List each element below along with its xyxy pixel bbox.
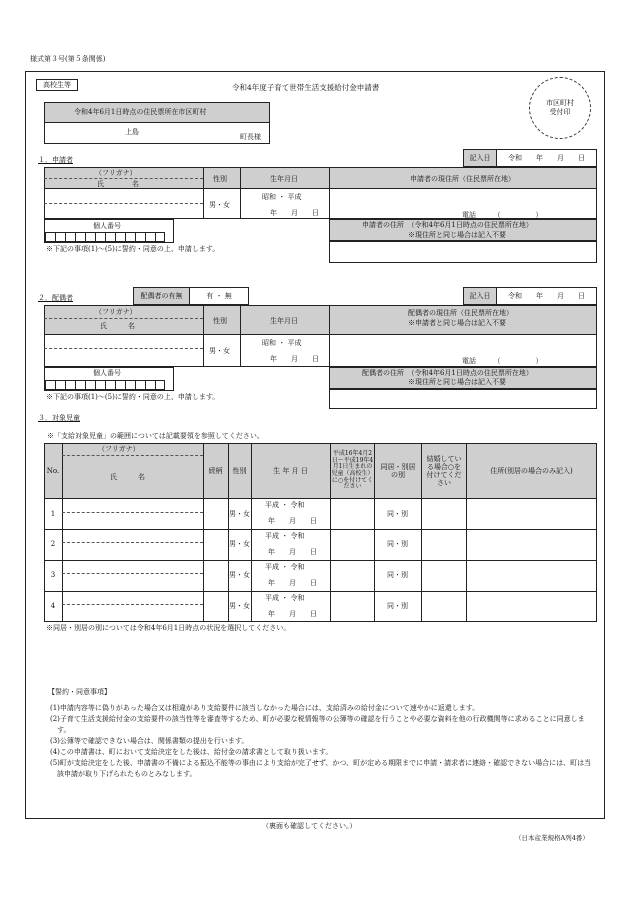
children-section-title: ３．対象児童 <box>38 414 80 422</box>
municipality-heading: 令和4年6月1日時点の住民票所在市区町村 <box>74 108 207 116</box>
terms-item: (4)この申請書は、町において支給決定をした後は、給付金の請求書として取り扱います。 <box>50 748 333 756</box>
spouse-entry-date-label: 記入日 <box>463 287 497 305</box>
child-row-no: 1 <box>50 509 56 518</box>
applicant-ymd[interactable]: 年 月 日 <box>270 209 319 217</box>
terms-heading: 【誓約・同意事項】 <box>48 688 111 696</box>
children-header-married: 結婚している場合○を付けてください <box>426 454 462 488</box>
applicant-id-digits[interactable] <box>45 232 165 242</box>
form-id: 様式第３号(第５条関係) <box>30 55 106 63</box>
applicant-address-header: 申請者の現住所（住民票所在地） <box>410 175 515 183</box>
child-row-sex[interactable]: 男・女 <box>229 540 250 549</box>
children-header-sex: 性別 <box>232 466 247 475</box>
spouse-address2-header-2: ※現住所と同じ場合は記入不要 <box>408 378 506 386</box>
form-title: 令和4年度子育て世帯生活支援給付金申請書 <box>232 83 380 92</box>
applicant-entry-date[interactable]: 令和 年 月 日 <box>496 149 597 167</box>
spouse-furigana: （フリガナ） <box>95 308 137 316</box>
spouse-ymd[interactable]: 年 月 日 <box>270 355 319 363</box>
applicant-dob-label: 生年月日 <box>270 175 298 183</box>
footer-note: （裏面も確認してください。） <box>262 822 357 830</box>
child-row-era[interactable]: 平成 ・ 令和 <box>265 532 305 540</box>
applicant-era[interactable]: 昭和 ・ 平成 <box>262 193 302 201</box>
stamp-line1: 市区町村 <box>546 98 574 107</box>
spouse-sex-options[interactable]: 男・女 <box>209 347 230 355</box>
child-row-cohabit[interactable]: 同・別 <box>387 540 408 549</box>
applicant-id-label: 個人番号 <box>93 222 121 230</box>
applicant-address2-header-1: 申請者の住所 （令和4年6月1日時点の住民票所在地） <box>362 221 533 229</box>
municipality-suffix: 町長様 <box>240 133 261 141</box>
spouse-phone[interactable]: 電話 （ ） <box>462 357 543 365</box>
child-row-cohabit[interactable]: 同・別 <box>387 509 408 518</box>
child-row-era[interactable]: 平成 ・ 令和 <box>265 501 305 509</box>
child-row-no: 3 <box>50 571 56 580</box>
spouse-pledge: ※下記の事項(1)～(5)に誓約・同意の上、申請します。 <box>46 393 220 401</box>
spouse-address2-header-1: 配偶者の住所 （令和4年6月1日時点の住民票所在地） <box>362 369 533 377</box>
children-footnote: ※同居・別居の別については令和4年6月1日時点の状況を選択してください。 <box>46 624 291 632</box>
spouse-entry-date[interactable]: 令和 年 月 日 <box>496 287 597 305</box>
stamp-line2: 受付印 <box>549 108 571 116</box>
child-row-ymd[interactable]: 年 月 日 <box>268 610 317 618</box>
school-tag: 高校生等 <box>36 79 78 91</box>
applicant-phone[interactable]: 電話 （ ） <box>462 211 543 219</box>
spouse-era[interactable]: 昭和 ・ 平成 <box>262 339 302 347</box>
children-header-relation: 続柄 <box>208 466 223 475</box>
spouse-section-title: ２．配偶者 <box>38 294 73 302</box>
child-row-sex[interactable]: 男・女 <box>229 602 250 611</box>
child-row-ymd[interactable]: 年 月 日 <box>268 579 317 587</box>
municipality-name: 上島 <box>125 128 139 136</box>
terms-item: (2)子育て生活支援給付金の支給要件の該当性等を審査等するため、町が必要な税情報等の公簿等の確認を行うことや必要な資料を他の行政機関等に求めることに同意します。 <box>50 715 585 734</box>
child-row-no: 4 <box>50 602 56 611</box>
applicant-address2-input[interactable] <box>329 241 597 263</box>
applicant-sex-options[interactable]: 男・女 <box>209 201 230 209</box>
applicant-entry-date-label: 記入日 <box>463 149 497 167</box>
children-header-furigana: （フリガナ） <box>98 445 140 453</box>
applicant-name-label: 氏 名 <box>97 180 139 188</box>
child-row-cohabit[interactable]: 同・別 <box>387 571 408 580</box>
spouse-address2-input[interactable] <box>329 389 597 409</box>
footer-paper: （日本産業規格A列4番） <box>515 834 589 842</box>
children-header-cohabit: 同居・別居の別 <box>380 462 416 479</box>
applicant-sex-label: 性別 <box>213 175 227 183</box>
applicant-address2-header-2: ※現住所と同じ場合は記入不要 <box>408 231 506 239</box>
children-header-dob: 生 年 月 日 <box>273 466 308 475</box>
children-note: ※「支給対象児童」の範囲については記載要領を参照してください。 <box>47 432 264 440</box>
child-row-era[interactable]: 平成 ・ 令和 <box>265 563 305 571</box>
children-header-name: 氏 名 <box>110 473 145 481</box>
spouse-name-label: 氏 名 <box>100 322 135 330</box>
applicant-section-title: １．申請者 <box>38 156 73 164</box>
child-row-era[interactable]: 平成 ・ 令和 <box>265 594 305 602</box>
applicant-furigana: （フリガナ） <box>95 169 137 177</box>
child-row-no: 2 <box>50 540 56 549</box>
children-header-address: 住所(別居の場合のみ記入) <box>490 466 573 475</box>
spouse-dob-label: 生年月日 <box>270 317 298 325</box>
spouse-id-digits[interactable] <box>45 380 165 390</box>
terms-item: (3)公簿等で確認できない場合は、関係書類の提出を行います。 <box>50 737 249 745</box>
reception-stamp <box>529 77 591 139</box>
applicant-pledge: ※下記の事項(1)～(5)に誓約・同意の上、申請します。 <box>46 245 220 253</box>
child-row-ymd[interactable]: 年 月 日 <box>268 517 317 525</box>
terms-item: (1)申請内容等に偽りがあった場合又は相違があり支給要件に該当しなかった場合には、支給済みの給付金について速やかに返還します。 <box>50 704 480 712</box>
terms-item: (5)町が支給決定をした後、申請書の不備による振込不能等の事由により支給が完了せず、かつ、町が定める期限までに申請・請求者に連絡・確認できない場合には、町は当該申請が取り下げられたものとみなします。 <box>50 759 592 778</box>
children-header-no: No. <box>46 466 60 475</box>
spouse-address-header-1: 配偶者の現住所（住民票所在地） <box>408 309 513 317</box>
child-row-ymd[interactable]: 年 月 日 <box>268 548 317 556</box>
child-row-sex[interactable]: 男・女 <box>229 509 250 518</box>
terms-list <box>50 703 595 780</box>
child-row-cohabit[interactable]: 同・別 <box>387 602 408 611</box>
spouse-id-label: 個人番号 <box>93 369 121 377</box>
children-header-check: 平成16年4月2日～平成19年4月1日生まれの児童（高校生）に○を付けてください <box>331 449 374 491</box>
spouse-exists-label: 配偶者の有無 <box>133 287 190 305</box>
spouse-sex-label: 性別 <box>213 317 227 325</box>
child-row-sex[interactable]: 男・女 <box>229 571 250 580</box>
spouse-exists-options[interactable]: 有 ・ 無 <box>189 287 249 305</box>
spouse-address-header-2: ※申請者と同じ場合は記入不要 <box>408 319 506 327</box>
